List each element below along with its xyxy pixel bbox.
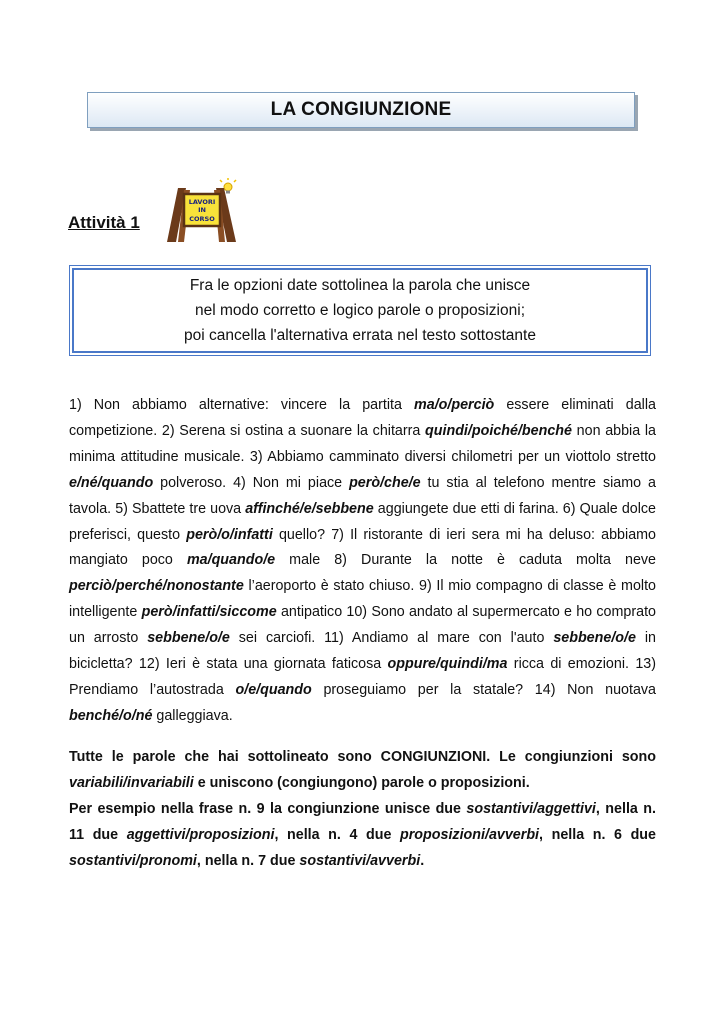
option-group[interactable]: variabili/invariabili: [69, 774, 194, 791]
text-run: antipatico 10) Sono andato al supermercato e ho comprato un arrosto: [69, 604, 656, 647]
option-group[interactable]: benché/o/né: [69, 707, 153, 724]
text-run: male 8) Durante la notte è caduta molta neve: [275, 552, 656, 569]
option-group[interactable]: quindi/poiché/benché: [425, 422, 572, 439]
conclusion-text: [69, 745, 656, 875]
option-group[interactable]: ma/o/perciò: [414, 397, 495, 413]
option-group[interactable]: oppure/quindi/ma: [387, 656, 508, 673]
text-run: tu stia al telefono mentre siamo a tavola. 5) Sbattete tre uova: [69, 474, 656, 517]
instruction-line: poi cancella l'alternativa errata nel testo sottostante: [184, 327, 536, 344]
option-group[interactable]: e/né/quando: [69, 474, 154, 491]
conclusion-paragraph: [69, 797, 656, 875]
text-run: , nella n. 6 due: [539, 826, 656, 843]
option-group[interactable]: affinché/e/sebbene: [245, 500, 374, 517]
text-run: galleggiava.: [152, 707, 233, 724]
option-group[interactable]: però/che/e: [349, 474, 421, 491]
instruction-line: nel modo corretto e logico parole o proposizioni;: [195, 302, 525, 319]
option-group[interactable]: o/e/quando: [235, 681, 312, 698]
option-group[interactable]: sebbene/o/e: [147, 630, 230, 647]
text-run: Per esempio nella frase n. 9 la congiunzione unisce due: [69, 800, 467, 817]
option-group[interactable]: sostantivi/aggettivi: [466, 800, 596, 817]
text-run: .: [420, 852, 425, 869]
text-run: e uniscono (congiungono) parole o proposizioni.: [193, 774, 530, 791]
option-group[interactable]: perciò/perché/nonostante: [69, 578, 244, 595]
text-run: sei carciofi. 11) Andiamo al mare con l'auto: [229, 630, 554, 647]
text-run: l’aeroporto è stato chiuso. 9) Il mio compagno di classe è molto intelligente: [69, 578, 656, 621]
text-run: 1) Non abbiamo alternative: vincere la partita: [69, 397, 415, 413]
title-box: [87, 92, 635, 128]
svg-text:LAVORI: LAVORI: [188, 198, 216, 206]
text-run: aggiungete due etti di farina. 6) Quale dolce preferisci, questo: [69, 500, 657, 543]
text-run: proseguiamo per la statale? 14) Non nuotava: [311, 681, 657, 698]
work-in-progress-sign-icon: [164, 178, 244, 244]
option-group[interactable]: sostantivi/pronomi: [69, 852, 197, 869]
svg-text:CORSO: CORSO: [189, 215, 215, 223]
activity-label: Attività 1: [68, 213, 140, 232]
text-run: , nella n. 7 due: [196, 852, 300, 869]
text-run: , nella n. 11 due: [69, 800, 656, 843]
text-run: non abbia la minima attitudine musicale. 3) Abbiamo camminato diversi chilometri per un viottolo stretto: [69, 422, 656, 465]
text-run: Tutte le parole che hai sottolineato sono CONGIUNZIONI. Le congiunzioni sono: [69, 749, 656, 765]
option-group[interactable]: sebbene/o/e: [553, 630, 636, 647]
text-run: ricca di emozioni. 13) Prendiamo l’autostrada: [69, 656, 656, 698]
text-run: in bicicletta? 12) Ieri è stata una giornata faticosa: [69, 630, 656, 673]
text-run: quello? 7) Il ristorante di ieri sera mi ha deluso: abbiamo mangiato poco: [69, 526, 657, 569]
option-group[interactable]: ma/quando/e: [186, 552, 276, 569]
instruction-line: Fra le opzioni date sottolinea la parola che unisce: [189, 277, 531, 294]
option-group[interactable]: però/infatti/siccome: [141, 604, 277, 621]
text-run: essere eliminati dalla competizione. 2) Serena si ostina a suonare la chitarra: [69, 397, 656, 439]
option-group[interactable]: aggettivi/proposizioni: [126, 826, 275, 843]
conclusion-paragraph: [69, 745, 656, 797]
page-title: LA CONGIUNZIONE: [270, 99, 452, 120]
svg-text:IN: IN: [198, 206, 206, 214]
text-run: polveroso. 4) Non mi piace: [153, 474, 350, 491]
text-run: , nella n. 4 due: [274, 826, 400, 843]
exercise-text: [69, 393, 656, 730]
instructions-box: [69, 265, 651, 356]
option-group[interactable]: proposizioni/avverbi: [400, 826, 540, 843]
option-group[interactable]: però/o/infatti: [186, 526, 273, 543]
option-group[interactable]: sostantivi/avverbi: [299, 852, 421, 869]
